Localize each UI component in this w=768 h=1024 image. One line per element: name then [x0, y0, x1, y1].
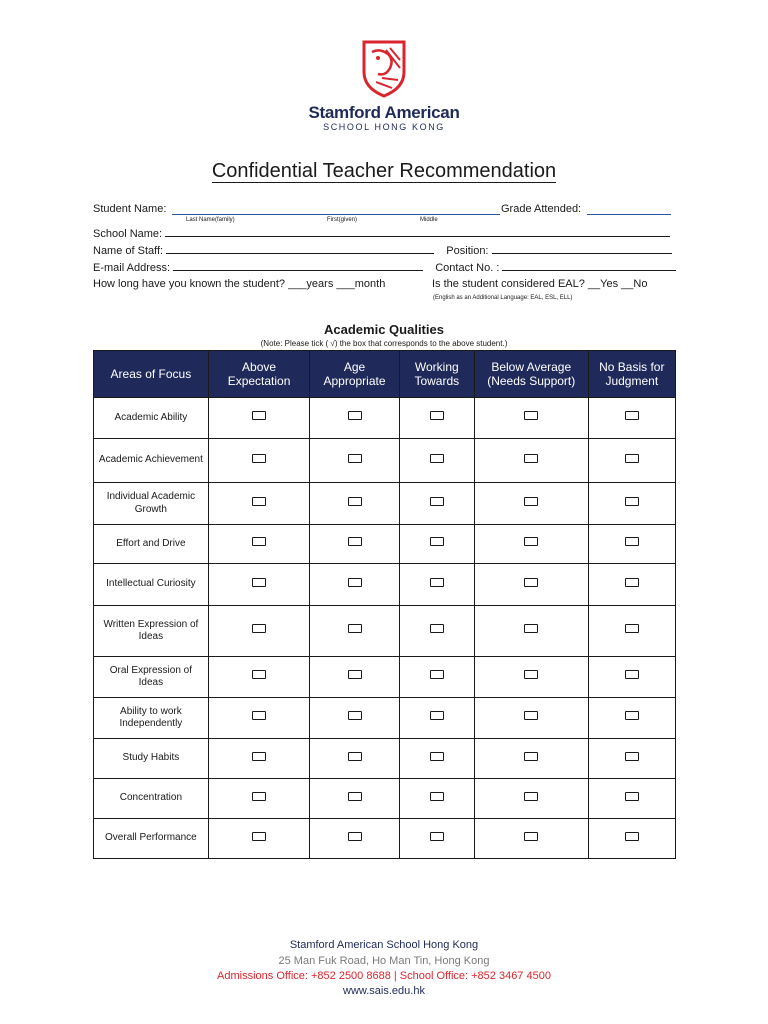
staff-name-field[interactable] — [166, 244, 434, 254]
rating-cell — [208, 439, 310, 483]
rating-checkbox[interactable] — [252, 578, 266, 587]
table-row — [94, 657, 676, 698]
rating-checkbox[interactable] — [430, 832, 444, 841]
rating-checkbox[interactable] — [430, 537, 444, 546]
area-of-focus-label: Concentration — [94, 779, 209, 819]
rating-checkbox[interactable] — [348, 497, 362, 506]
rating-cell — [474, 606, 588, 657]
rating-cell — [588, 439, 675, 483]
rating-cell — [399, 779, 474, 819]
rating-cell — [588, 779, 675, 819]
rating-checkbox[interactable] — [625, 752, 639, 761]
rating-cell — [399, 657, 474, 698]
rating-checkbox[interactable] — [348, 454, 362, 463]
area-of-focus-label: Intellectual Curiosity — [94, 564, 209, 606]
eal-note: (English as an Additional Language: EAL, ESL, ELL) — [433, 295, 573, 301]
table-row — [94, 698, 676, 739]
rating-checkbox[interactable] — [625, 670, 639, 679]
rating-cell — [208, 819, 310, 859]
rating-checkbox[interactable] — [430, 578, 444, 587]
rating-cell — [588, 819, 675, 859]
rating-cell — [310, 739, 399, 779]
rating-cell — [474, 657, 588, 698]
rating-cell — [399, 698, 474, 739]
rating-checkbox[interactable] — [625, 711, 639, 720]
rating-cell — [474, 819, 588, 859]
rating-cell — [399, 606, 474, 657]
rating-cell — [208, 398, 310, 439]
rating-checkbox[interactable] — [252, 537, 266, 546]
rating-cell — [474, 564, 588, 606]
rating-cell — [208, 564, 310, 606]
rating-checkbox[interactable] — [625, 411, 639, 420]
rating-checkbox[interactable] — [524, 624, 538, 633]
table-row — [94, 483, 676, 525]
staff-name-label: Name of Staff: — [93, 245, 164, 257]
rating-cell — [474, 483, 588, 525]
rating-checkbox[interactable] — [625, 578, 639, 587]
rating-checkbox[interactable] — [348, 537, 362, 546]
rating-checkbox[interactable] — [524, 670, 538, 679]
table-row — [94, 779, 676, 819]
rating-checkbox[interactable] — [348, 792, 362, 801]
rating-cell — [208, 698, 310, 739]
area-of-focus-label: Ability to work Independently — [94, 698, 209, 739]
rating-cell — [588, 398, 675, 439]
table-row — [94, 606, 676, 657]
rating-cell — [399, 525, 474, 564]
rating-checkbox[interactable] — [625, 497, 639, 506]
table-row — [94, 439, 676, 483]
school-crest-logo — [360, 38, 408, 98]
footer-phones: Admissions Office: +852 2500 8688 | School Office: +852 3467 4500 — [217, 970, 551, 982]
rating-checkbox[interactable] — [430, 752, 444, 761]
rating-checkbox[interactable] — [252, 454, 266, 463]
rating-cell — [399, 564, 474, 606]
rating-checkbox[interactable] — [430, 454, 444, 463]
rating-checkbox[interactable] — [252, 497, 266, 506]
hint-last-name: Last Name(family) — [186, 217, 235, 223]
rating-cell — [474, 779, 588, 819]
email-field[interactable] — [173, 261, 423, 271]
rating-checkbox[interactable] — [252, 670, 266, 679]
rating-cell — [310, 819, 399, 859]
rating-checkbox[interactable] — [348, 832, 362, 841]
rating-checkbox[interactable] — [348, 578, 362, 587]
school-name-row — [93, 227, 671, 240]
footer-address: 25 Man Fuk Road, Ho Man Tin, Hong Kong — [278, 955, 490, 967]
rating-cell — [588, 525, 675, 564]
footer-website-link[interactable]: www.sais.edu.hk — [343, 985, 425, 997]
rating-checkbox[interactable] — [430, 792, 444, 801]
header-working-towards: Working Towards — [399, 351, 474, 398]
rating-cell — [588, 564, 675, 606]
rating-cell — [208, 483, 310, 525]
rating-checkbox[interactable] — [524, 411, 538, 420]
rating-checkbox[interactable] — [348, 411, 362, 420]
staff-row — [93, 244, 671, 257]
rating-cell — [474, 739, 588, 779]
rating-checkbox[interactable] — [625, 454, 639, 463]
rating-checkbox[interactable] — [524, 752, 538, 761]
rating-cell — [474, 525, 588, 564]
header-age-appropriate: Age Appropriate — [310, 351, 399, 398]
rating-checkbox[interactable] — [348, 711, 362, 720]
area-of-focus-label: Overall Performance — [94, 819, 209, 859]
header-areas-of-focus: Areas of Focus — [94, 351, 209, 398]
known-duration-question[interactable]: How long have you known the student? ___years ___month — [93, 278, 386, 290]
rating-checkbox[interactable] — [625, 792, 639, 801]
area-of-focus-label: Effort and Drive — [94, 525, 209, 564]
rating-cell — [208, 779, 310, 819]
rating-checkbox[interactable] — [252, 624, 266, 633]
rating-checkbox[interactable] — [430, 670, 444, 679]
rating-cell — [208, 525, 310, 564]
table-row — [94, 564, 676, 606]
rating-checkbox[interactable] — [348, 670, 362, 679]
rating-checkbox[interactable] — [430, 497, 444, 506]
position-field[interactable] — [492, 244, 672, 254]
grade-attended-field[interactable] — [587, 214, 671, 215]
school-name-field[interactable] — [165, 227, 670, 237]
rating-checkbox[interactable] — [625, 832, 639, 841]
contact-label: Contact No. : — [435, 262, 500, 274]
rating-cell — [588, 698, 675, 739]
rating-cell — [474, 398, 588, 439]
rating-cell — [399, 483, 474, 525]
page-title: Confidential Teacher Recommendation — [211, 160, 557, 182]
rating-cell — [588, 739, 675, 779]
rating-cell — [310, 439, 399, 483]
school-name-label: School Name: — [93, 228, 163, 240]
rating-cell — [310, 564, 399, 606]
rating-cell — [208, 657, 310, 698]
rating-checkbox[interactable] — [524, 578, 538, 587]
footer-school-name: Stamford American School Hong Kong — [289, 939, 479, 951]
area-of-focus-label: Written Expression of Ideas — [94, 606, 209, 657]
student-name-label: Student Name: — [93, 203, 167, 215]
grade-attended-label: Grade Attended: — [501, 203, 582, 215]
rating-checkbox[interactable] — [348, 752, 362, 761]
student-name-field[interactable] — [172, 214, 500, 215]
header-above-expectation: Above Expectation — [208, 351, 310, 398]
rating-checkbox[interactable] — [348, 624, 362, 633]
position-label: Position: — [446, 245, 489, 257]
table-row — [94, 525, 676, 564]
rating-cell — [310, 606, 399, 657]
rating-cell — [399, 439, 474, 483]
rating-checkbox[interactable] — [252, 411, 266, 420]
rating-cell — [474, 439, 588, 483]
academic-qualities-title: Academic Qualities — [324, 322, 444, 337]
rating-cell — [399, 819, 474, 859]
rating-cell — [588, 657, 675, 698]
rating-checkbox[interactable] — [524, 454, 538, 463]
rating-checkbox[interactable] — [252, 752, 266, 761]
rating-cell — [208, 739, 310, 779]
rating-checkbox[interactable] — [252, 832, 266, 841]
rating-checkbox[interactable] — [524, 792, 538, 801]
area-of-focus-label: Oral Expression of Ideas — [94, 657, 209, 698]
area-of-focus-label: Individual Academic Growth — [94, 483, 209, 525]
hint-middle-name: Middle — [420, 217, 438, 223]
rating-cell — [310, 779, 399, 819]
rating-cell — [588, 606, 675, 657]
rating-cell — [310, 698, 399, 739]
rating-cell — [588, 483, 675, 525]
hint-first-name: First(given) — [327, 217, 358, 223]
rating-checkbox[interactable] — [524, 537, 538, 546]
rating-checkbox[interactable] — [625, 624, 639, 633]
rating-checkbox[interactable] — [625, 537, 639, 546]
email-label: E-mail Address: — [93, 262, 171, 274]
table-row — [94, 819, 676, 859]
rating-cell — [310, 398, 399, 439]
rating-checkbox[interactable] — [430, 711, 444, 720]
eal-question[interactable]: Is the student considered EAL? __Yes __No — [432, 278, 648, 290]
brand-subtitle: SCHOOL HONG KONG — [323, 122, 445, 132]
rating-checkbox[interactable] — [430, 411, 444, 420]
academic-qualities-table — [93, 350, 676, 859]
area-of-focus-label: Study Habits — [94, 739, 209, 779]
table-header-row — [94, 351, 676, 398]
rating-cell — [399, 398, 474, 439]
rating-checkbox[interactable] — [524, 832, 538, 841]
header-no-basis: No Basis for Judgment — [588, 351, 675, 398]
rating-checkbox[interactable] — [252, 792, 266, 801]
academic-qualities-note: (Note: Please tick ( √) the box that corresponds to the above student.) — [260, 339, 508, 348]
table-row — [94, 398, 676, 439]
brand-name: Stamford American — [308, 103, 460, 122]
rating-checkbox[interactable] — [524, 711, 538, 720]
rating-checkbox[interactable] — [252, 711, 266, 720]
rating-cell — [474, 698, 588, 739]
rating-cell — [208, 606, 310, 657]
table-row — [94, 739, 676, 779]
email-row — [93, 261, 671, 274]
area-of-focus-label: Academic Ability — [94, 398, 209, 439]
contact-field[interactable] — [502, 261, 676, 271]
rating-cell — [310, 483, 399, 525]
rating-cell — [310, 657, 399, 698]
rating-checkbox[interactable] — [524, 497, 538, 506]
rating-cell — [399, 739, 474, 779]
header-below-average: Below Average (Needs Support) — [474, 351, 588, 398]
area-of-focus-label: Academic Achievement — [94, 439, 209, 483]
rating-cell — [310, 525, 399, 564]
rating-checkbox[interactable] — [430, 624, 444, 633]
